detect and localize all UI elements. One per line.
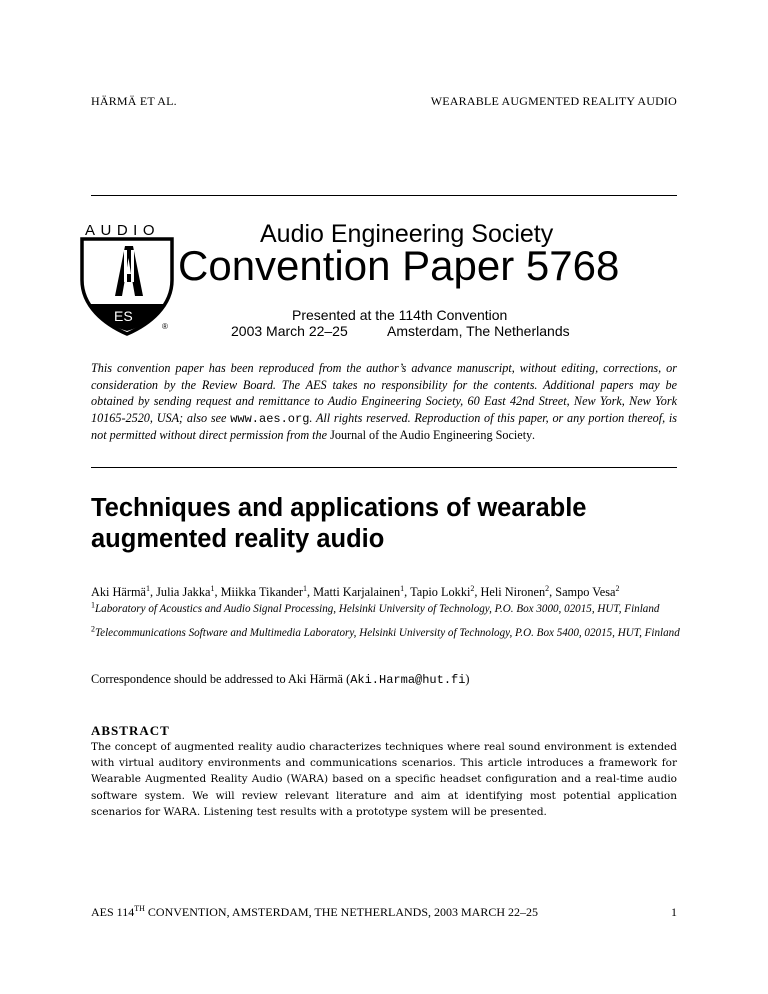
running-header-authors: HÄRMÄ ET AL.: [91, 94, 177, 108]
affiliation: $^1$Laboratory of Acoustics and Audio Signal Processing, Helsinki University of Technology, P.O. Box 3000, 02015, HUT, Finland: [91, 600, 660, 615]
disclaimer-text-1: This convention paper has been reproduced from the author’s advance manuscript, without editing, corrections, or consideration by the Review Board. The AES takes no responsibility for the contents. Additional papers may be obtained by sending request and remittance to Audio Engineering Society, 60 East 42nd Street, New York, New York 10165-2520, USA; also see: [91, 361, 677, 425]
top-rule: [91, 195, 677, 196]
email-address: Aki.Harma@hut.fi: [350, 673, 466, 687]
aes-logo-es-text: ES: [114, 308, 133, 324]
aes-logo: [78, 218, 178, 338]
convention-date: 2003 March 22–25: [231, 323, 348, 339]
affiliation: $^2$Telecommunications Software and Multimedia Laboratory, Helsinki University of Technology, P.O. Box 5400, 02015, HUT, Finland: [91, 624, 680, 639]
abstract-heading: ABSTRACT: [91, 723, 170, 738]
author: Miikka Tikander$^1$: [220, 583, 307, 599]
author: Heli Nironen$^2$: [480, 583, 550, 599]
middle-rule: [91, 467, 677, 468]
abstract-text: The concept of augmented reality audio characterizes techniques where real sound environment is extended with virtual auditory environments and communications scenarios. This article introduces a framework for Wearable Augmented Reality Audio (WARA) based on a specific headset configuration and a real-time audio software system. We will review relevant literature and aim at identifying most potential application scenarios for WARA. Listening test results with a prototype system will be presented.: [91, 741, 677, 818]
author: Sampo Vesa$^2$: [555, 583, 620, 599]
author: Julia Jakka$^1$: [156, 583, 215, 599]
aes-url: www.aes.org: [230, 411, 310, 426]
convention-paper-heading: [178, 243, 619, 289]
aes-logo-audio-text: AUDIO: [85, 222, 161, 239]
convention-word: Convention: [178, 242, 391, 289]
correspondence: Correspondence should be addressed to Aki Härmä (Aki.Harma@hut.fi): [91, 672, 470, 687]
paper-title: Techniques and applications of wearable augmented reality audio: [91, 494, 587, 553]
footer-conference: AES 114TH CONVENTION, AMSTERDAM, THE NETHERLANDS, 2003 MARCH 22–25: [91, 904, 539, 919]
paper-number: Paper 5768: [402, 242, 620, 289]
running-header-title: WEARABLE AUGMENTED REALITY AUDIO: [430, 94, 677, 108]
author: Tapio Lokki$^2$: [410, 583, 475, 599]
author-list: Aki Härmä$^1$, Julia Jakka$^1$, Miikka Tikander$^1$, Matti Karjalainen$^1$, Tapio Lokki$^2$, Heli Nironen$^2$, Sampo Vesa$^2$: [91, 583, 620, 599]
page-number: 1: [671, 905, 677, 919]
author: Matti Karjalainen$^1$: [313, 583, 405, 599]
convention-location: Amsterdam, The Netherlands: [387, 323, 570, 339]
disclaimer: [91, 360, 677, 444]
aes-logo-registered-mark: ®: [162, 322, 168, 331]
disclaimer-text-3: .: [532, 428, 536, 442]
journal-name: Journal of the Audio Engineering Society: [330, 428, 533, 442]
presented-at: Presented at the 114th Convention: [292, 307, 508, 323]
author: Aki Härmä$^1$: [91, 583, 150, 599]
disclaimer-text-2: . All rights reserved. Reproduction of this paper, or any portion thereof, is not permitted without direct permission from the: [91, 410, 677, 442]
society-name: Audio Engineering Society: [260, 220, 554, 248]
